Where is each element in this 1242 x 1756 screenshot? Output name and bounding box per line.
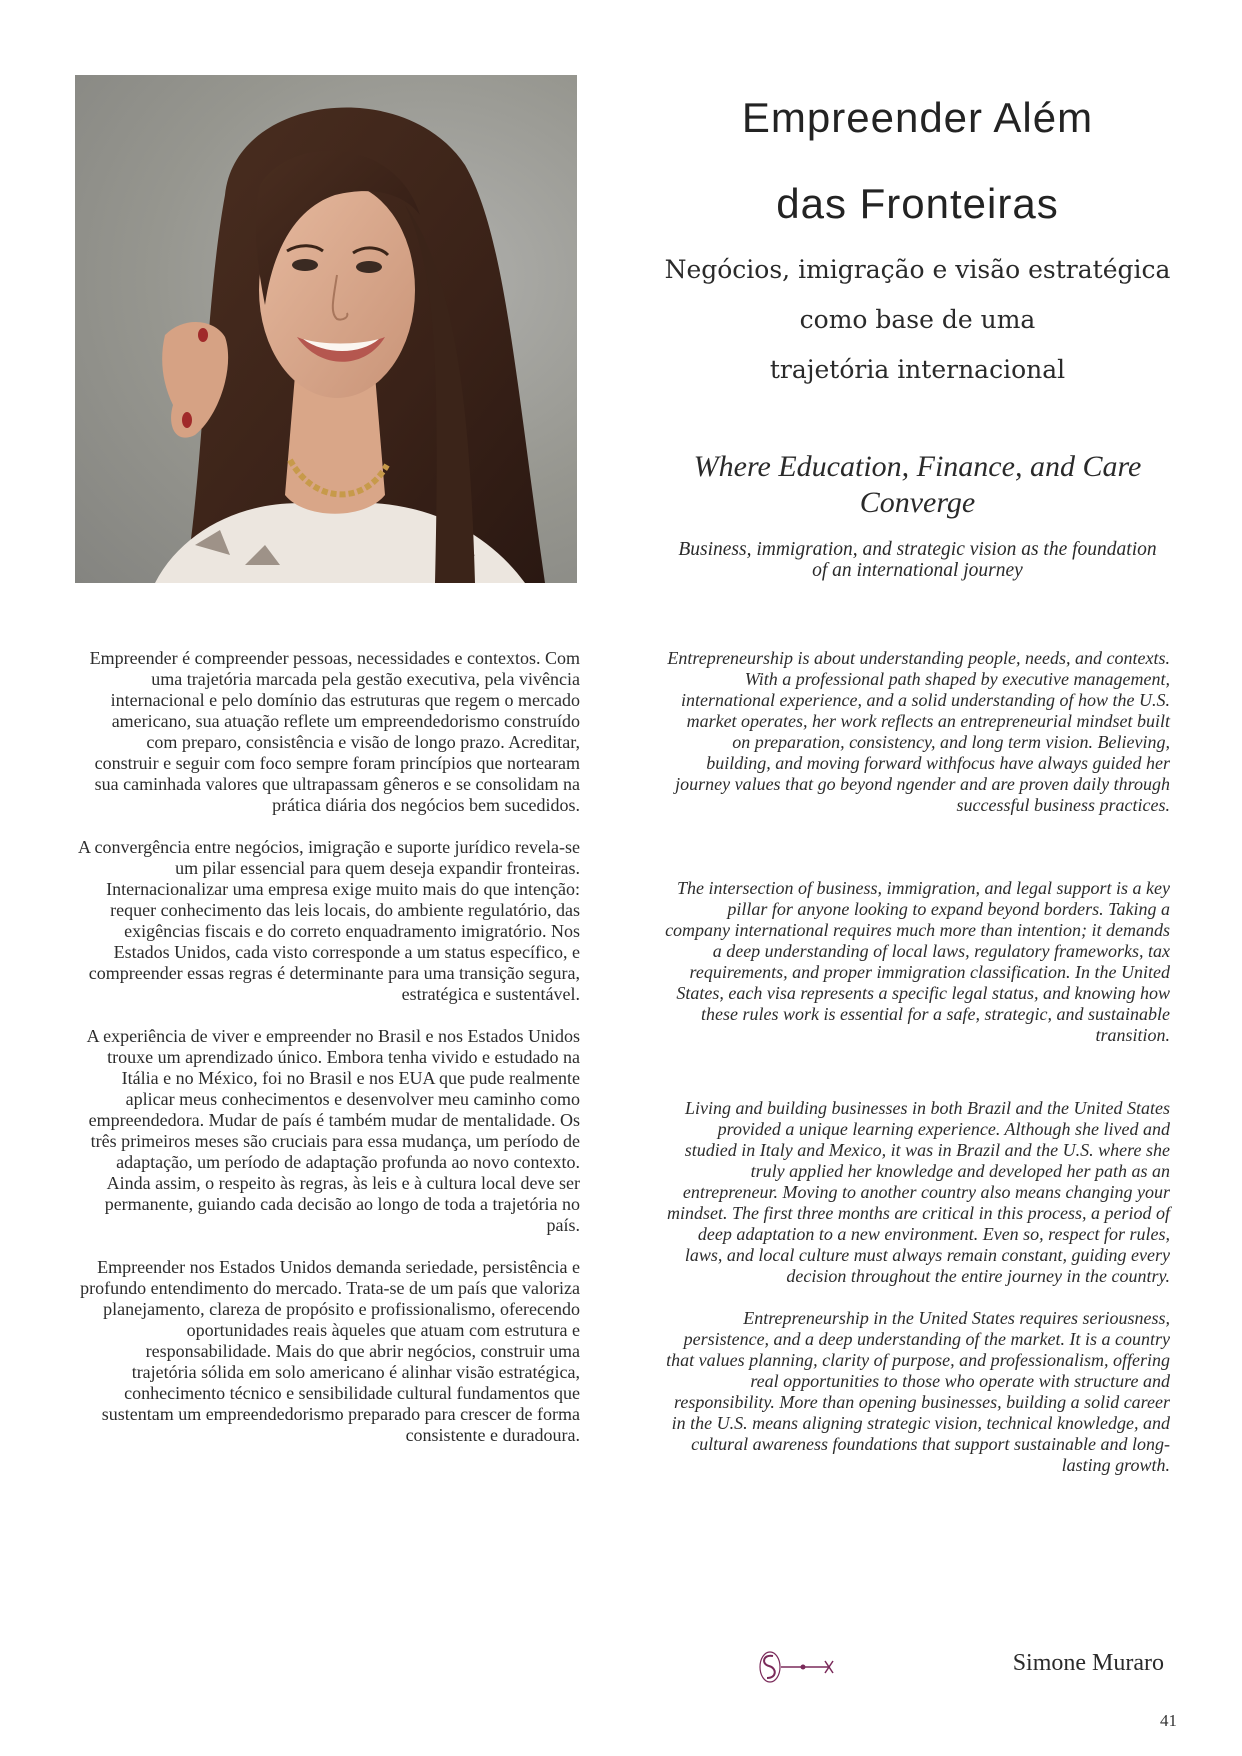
portrait-photo bbox=[75, 75, 577, 583]
subtitle-pt-line2: como base de uma bbox=[799, 305, 1036, 334]
body-column-pt bbox=[78, 648, 580, 1467]
paragraph-pt-4: Empreender nos Estados Unidos demanda seriedade, persistência e profundo entendimento do mercado. Trata-se de um país que valoriza planejamento, clareza de propósito e profissionalismo, oferecendo oportunidades reais àqueles que atuam com estrutura e responsabilidade. Mais do que abrir negócios, construir uma trajetória sólida em solo americano é alinhar visão estratégica, conhecimento técnico e sensibilidade cultural fundamentos que sustentam um empreendedorismo preparado para crescer de forma consistente e duradoura. bbox=[80, 1257, 580, 1445]
portrait-illustration bbox=[75, 75, 577, 583]
logo-svg bbox=[757, 1650, 837, 1684]
title-pt-line2: das Fronteiras bbox=[776, 180, 1059, 227]
paragraph-en-3: Living and building businesses in both Brazil and the United States provided a unique learning experience. Although she lived and studied in Italy and Mexico, it was in Brazil and the U.S. where she truly applied her knowledge and developed her path as an entrepreneur. Moving to another country also means changing your mindset. The first three months are critical in this process, a period of deep adaptation to a new environment. Even so, respect for rules, laws, and local culture must always remain constant, guiding every decision throughout the entire journey in the country. bbox=[667, 1098, 1170, 1286]
paragraph-en-1: Entrepreneurship is about understanding people, needs, and contexts. With a professional path shaped by executive management, international experience, and a solid understanding of how the U.S. market operates, her work reflects an entrepreneurial mindset built on preparation, consistency, and long term vision. Believing, building, and moving forward withfocus have always guided her journey values that go beyond ngender and are proven daily through successful business practices. bbox=[667, 648, 1170, 815]
body-column-en bbox=[665, 648, 1170, 1497]
page-number: 41 bbox=[1160, 1711, 1177, 1730]
subtitle-en: Business, immigration, and strategic vision as the foundation of an international journey bbox=[678, 539, 1157, 581]
title-pt-line1: Empreender Além bbox=[741, 94, 1094, 141]
title-en: Where Education, Finance, and Care Converge bbox=[693, 450, 1142, 519]
paragraph-en-2: The intersection of business, immigration, and legal support is a key pillar for anyone looking to expand beyond borders. Taking a company international requires much more than intention; it demands a deep understanding of local laws, regulatory frameworks, tax requirements, and proper immigration classification. In the United States, each visa represents a specific legal status, and knowing how these rules work is essential for a safe, strategic, and sustainable transition. bbox=[665, 878, 1170, 1045]
paragraph-pt-3: A experiência de viver e empreender no Brasil e nos Estados Unidos trouxe um aprendizado único. Embora tenha vivido e estudado na Itália e no México, foi no Brasil e nos EUA que pude realmente aplicar meus conhecimentos e desenvolver meu caminho como empreendedora. Mudar de país é também mudar de mentalidade. Os três primeiros meses são cruciais para essa mudança, um período de adaptação, um período de adaptação profunda ao novo contexto. Ainda assim, o respeito às regras, às leis e à cultura local deve ser permanente, guiando cada decisão ao longo de toda a trajetória no país. bbox=[86, 1026, 580, 1235]
paragraph-pt-2: A convergência entre negócios, imigração e suporte jurídico revela-se um pilar essencial para quem deseja expandir fronteiras. Internacionalizar uma empresa exige muito mais do que intenção: requer conhecimento das leis locais, do ambiente regulatório, das exigências fiscais e do correto enquadramento imigratório. Nos Estados Unidos, cada visto corresponde a um status específico, e compreender essas regras é determinante para uma transição segura, estratégica e sustentável. bbox=[78, 837, 580, 1004]
subtitle-pt-line3: trajetória internacional bbox=[769, 355, 1066, 384]
paragraph-en-4: Entrepreneurship in the United States requires seriousness, persistence, and a deep understanding of the market. It is a country that values planning, clarity of purpose, and professionalism, offering real opportunities to those who operate with structure and responsibility. More than opening businesses, building a solid career in the U.S. means aligning strategic vision, technical knowledge, and cultural awareness foundations that support sustainable and long-lasting growth. bbox=[666, 1308, 1170, 1475]
paragraph-pt-1: Empreender é compreender pessoas, necessidades e contextos. Com uma trajetória marcada pela gestão executiva, pela vivência internacional e pelo domínio das estruturas que regem o mercado americano, sua atuação reflete um empreendedorismo construído com preparo, consistência e visão de longo prazo. Acreditar, construir e seguir com foco sempre foram princípios que nortearam sua caminhada valores que ultrapassam gêneros e se consolidam na prática diária dos negócios bem sucedidos. bbox=[89, 648, 580, 815]
s-key-monogram-icon bbox=[757, 1650, 837, 1684]
title-block bbox=[640, 75, 1195, 581]
subtitle-pt-line1: Negócios, imigração e visão estratégica bbox=[664, 255, 1171, 284]
author-name: Simone Muraro bbox=[1012, 1650, 1164, 1676]
